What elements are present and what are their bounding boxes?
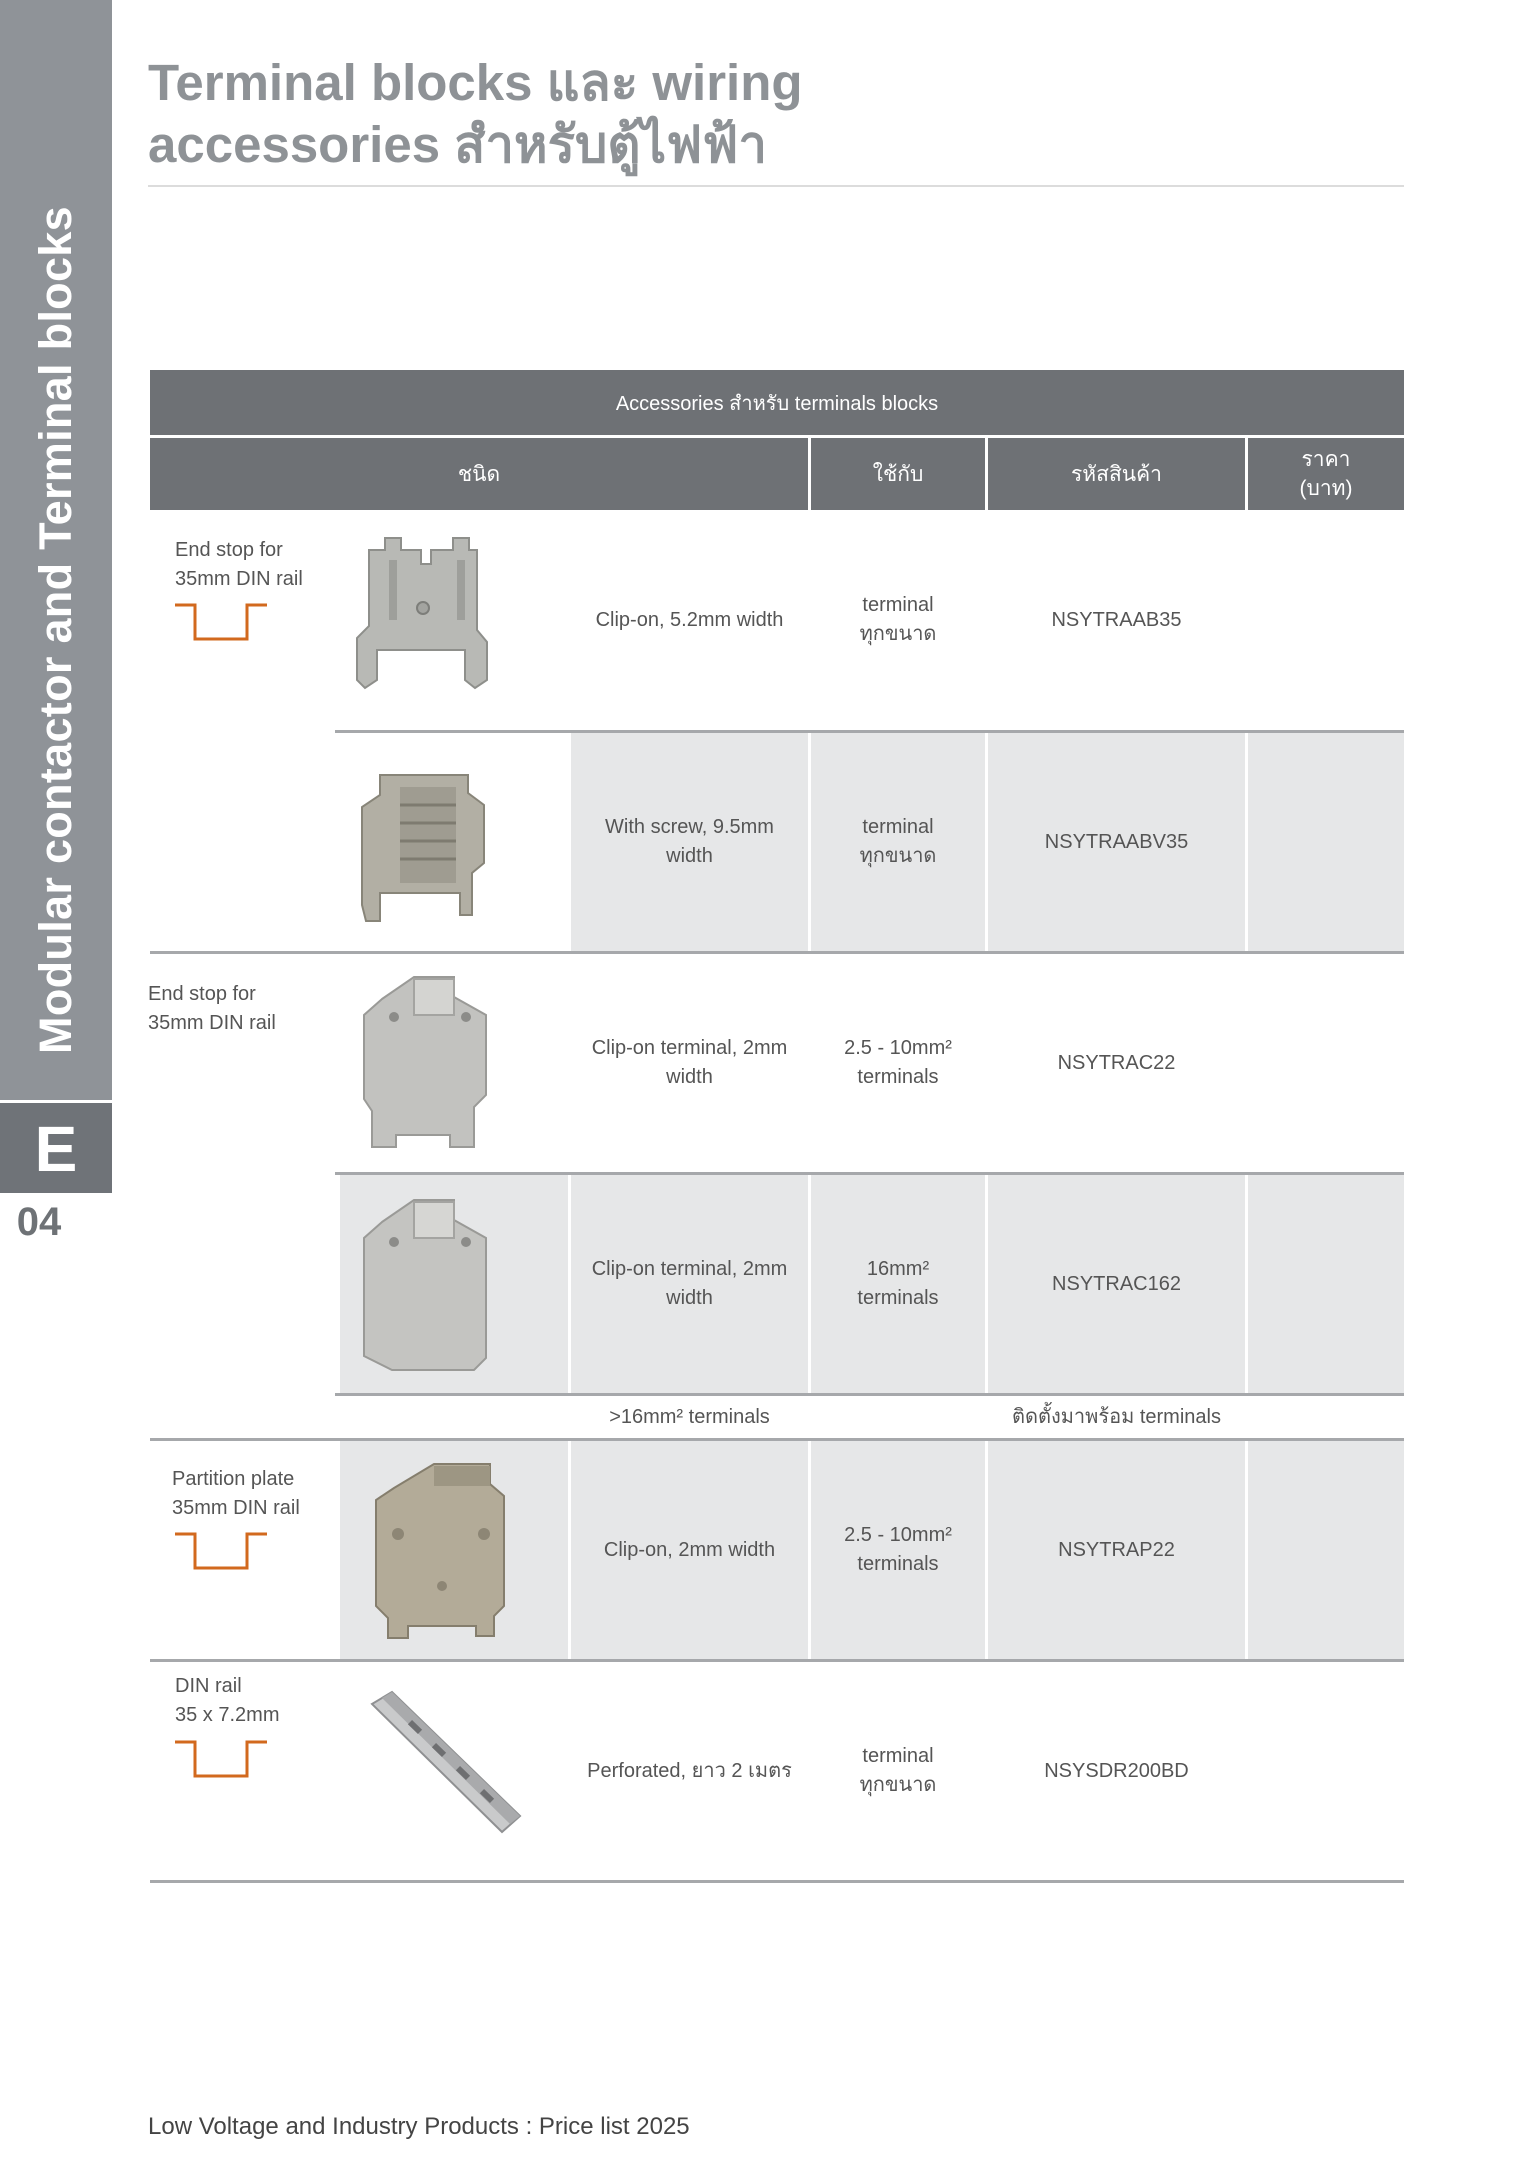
desc-line-1: With screw, 9.5mm — [605, 816, 774, 838]
group-label — [148, 980, 276, 1038]
group-label-line-1: End stop for — [175, 539, 283, 561]
page-title — [148, 52, 803, 176]
section-letter: E — [0, 1103, 112, 1193]
din-rail-symbol-icon — [175, 1740, 267, 1778]
title-divider — [148, 185, 1404, 187]
row-description — [571, 1441, 808, 1659]
din-rail-symbol-icon — [175, 1532, 267, 1570]
group-label-line-2: 35mm DIN rail — [172, 1497, 300, 1519]
row-description — [571, 1662, 808, 1880]
header-price — [1248, 438, 1404, 510]
use-line-1: terminal — [862, 594, 934, 616]
desc-line-1: Clip-on terminal, 2mm — [591, 1037, 788, 1059]
note-left: >16mm² terminals — [609, 1405, 770, 1428]
row-product-code: NSYTRAC22 — [1057, 1051, 1176, 1074]
row-product-code: NSYTRAAB35 — [1051, 608, 1182, 631]
end-plate-16mm-image — [362, 1198, 492, 1373]
header-use-with: ใช้กับ — [811, 438, 985, 510]
title-line-1: Terminal blocks และ wiring — [148, 54, 803, 111]
row-use-with — [811, 733, 985, 951]
row-use-with — [811, 1175, 985, 1393]
desc-line-1: Clip-on terminal, 2mm — [591, 1258, 788, 1280]
use-line-2: terminals — [857, 1553, 939, 1575]
desc-line-2: width — [666, 845, 713, 867]
group-label — [175, 536, 303, 594]
desc-line-1: Perforated, ยาว 2 เมตร — [587, 1759, 792, 1782]
row-price — [1248, 1175, 1404, 1393]
row-use-with — [811, 954, 985, 1172]
row-use-with — [811, 1441, 985, 1659]
note-right: ติดตั้งมาพร้อม terminals — [1012, 1405, 1221, 1428]
group-label-line-1: Partition plate — [172, 1468, 295, 1490]
use-line-2: ทุกขนาด — [859, 845, 937, 867]
row-description — [571, 1175, 808, 1393]
desc-line-1: Clip-on, 2mm width — [603, 1538, 776, 1561]
group-label-line-2: 35mm DIN rail — [175, 568, 303, 590]
use-line-2: ทุกขนาด — [859, 623, 937, 645]
use-line-1: terminal — [862, 1745, 934, 1767]
din-rail-symbol-icon — [175, 603, 267, 641]
section-number: 04 — [16, 1200, 62, 1244]
partition-plate-image — [372, 1460, 512, 1640]
header-price-line-2: (บาท) — [1299, 477, 1353, 500]
end-stop-clip-on-image — [355, 530, 490, 695]
table-bottom-rule — [150, 1880, 1404, 1883]
group-label-line-1: DIN rail — [175, 1675, 242, 1697]
header-code: รหัสสินค้า — [988, 438, 1245, 510]
row-use-with — [811, 510, 985, 730]
end-stop-with-screw-image — [360, 765, 490, 925]
group-label — [175, 1672, 279, 1730]
row-price — [1248, 733, 1404, 951]
row-use-with — [811, 1662, 985, 1880]
group-label — [172, 1465, 300, 1523]
use-line-1: terminal — [862, 816, 934, 838]
din-rail-image — [368, 1690, 528, 1840]
desc-line-2: width — [666, 1066, 713, 1088]
table-caption: Accessories สำหรับ terminals blocks — [150, 370, 1404, 435]
header-type: ชนิด — [150, 438, 808, 510]
group-label-line-2: 35 x 7.2mm — [175, 1704, 280, 1726]
row-product-code: NSYTRAABV35 — [988, 733, 1245, 951]
side-section-title: Modular contactor and Terminal blocks — [30, 206, 81, 1054]
row-price — [1248, 1441, 1404, 1659]
desc-line-1: Clip-on, 5.2mm width — [595, 608, 784, 631]
row-product-code: NSYTRAC162 — [988, 1175, 1245, 1393]
row-description — [571, 510, 808, 730]
use-line-2: terminals — [857, 1287, 939, 1309]
desc-line-2: width — [666, 1287, 713, 1309]
use-line-2: ทุกขนาด — [859, 1774, 937, 1796]
footer-text: Low Voltage and Industry Products : Price list 2025 — [148, 2113, 690, 2140]
row-description — [571, 954, 808, 1172]
group-label-line-2: 35mm DIN rail — [148, 1012, 276, 1034]
use-line-2: terminals — [857, 1066, 939, 1088]
use-line-1: 2.5 - 10mm² — [844, 1037, 952, 1059]
use-line-1: 16mm² — [866, 1258, 930, 1280]
title-line-2: accessories สำหรับตู้ไฟฟ้า — [148, 116, 768, 173]
end-plate-clip-on-image — [362, 975, 492, 1150]
row-description — [571, 733, 808, 951]
use-line-1: 2.5 - 10mm² — [844, 1524, 952, 1546]
header-price-line-1: ราคา — [1301, 448, 1351, 471]
group-label-line-1: End stop for — [148, 983, 256, 1005]
row-product-code: NSYTRAP22 — [988, 1441, 1245, 1659]
row-product-code: NSYSDR200BD — [1044, 1759, 1189, 1782]
